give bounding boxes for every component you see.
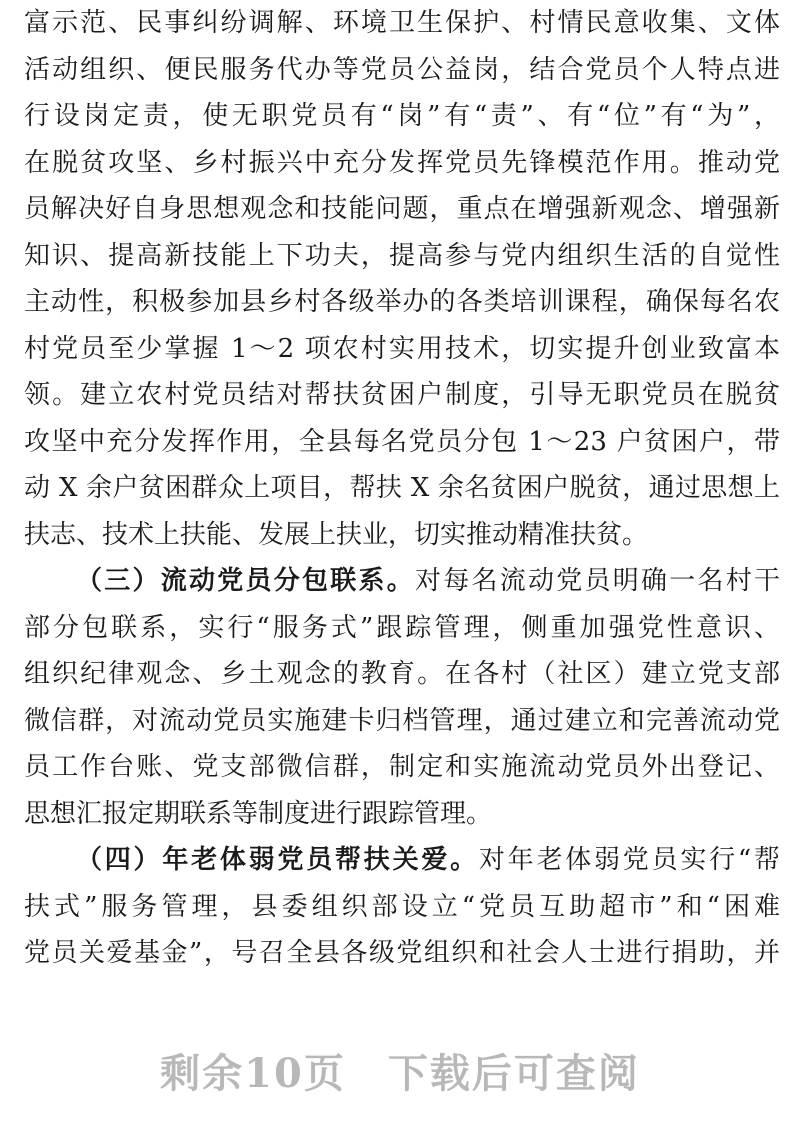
- text-line: 主动性，积极参加县乡村各级举办的各类培训课程，确保每名农: [24, 287, 780, 317]
- text-line: 村党员至少掌握 1～2 项农村实用技术，切实提升创业致富本: [24, 333, 780, 364]
- text-line: 党员关爱基金”，号召全县各级党组织和社会人士进行捐助，并: [24, 938, 780, 968]
- text-line: 在脱贫攻坚、乡村振兴中充分发挥党员先锋模范作用。推动党: [24, 147, 780, 178]
- text-line: 微信群，对流动党员实施建卡归档管理，通过建立和完善流动党: [24, 705, 780, 736]
- section-heading: （三）流动党员分包联系。: [76, 566, 415, 596]
- text-line: 组织纪律观念、乡土观念的教育。在各村（社区）建立党支部: [24, 659, 780, 689]
- text-line: 扶志、技术上扶能、发展上扶业，切实推动精准扶贫。: [24, 519, 649, 550]
- text-line: 攻坚中充分发挥作用，全县每名党员分包 1～23 户贫困户，带: [24, 426, 780, 457]
- text-line: 活动组织、便民服务代办等党员公益岗，结合党员个人特点进: [24, 54, 780, 85]
- text-line: 动 X 余户贫困群众上项目，帮扶 X 余名贫困户脱贫，通过思想上: [24, 473, 780, 503]
- text-line: 思想汇报定期联系等制度进行跟踪管理。: [24, 798, 493, 829]
- section-heading: （四）年老体弱党员帮扶关爱。: [76, 845, 479, 875]
- text-line: 员工作台账、党支部微信群，制定和实施流动党员外出登记、: [24, 752, 780, 782]
- text-line: 员解决好自身思想观念和技能问题，重点在增强新观念、增强新: [24, 194, 780, 224]
- text-line: 知识、提高新技能上下功夫，提高参与党内组织生活的自觉性: [24, 240, 780, 271]
- text-span: 对年老体弱党员实行“帮: [478, 845, 780, 875]
- section-heading-line: [24, 837, 780, 884]
- text-span: 对每名流动党员明确一名村干: [415, 566, 780, 596]
- document-body: [24, 0, 780, 977]
- section-heading-line: [24, 558, 780, 605]
- text-line: 部分包联系，实行“服务式”跟踪管理，侧重加强党性意识、: [24, 612, 780, 643]
- text-line: 扶式”服务管理，县委组织部设立“党员互助超市”和“困难: [24, 891, 780, 922]
- text-line: 行设岗定责，使无职党员有“岗”有“责”、有“位”有“为”，: [24, 101, 780, 131]
- text-line: 富示范、民事纠纷调解、环境卫生保护、村情民意收集、文体: [24, 8, 780, 38]
- text-line: 领。建立农村党员结对帮扶贫困户制度，引导无职党员在脱贫: [24, 380, 780, 410]
- remaining-pages-notice: 剩余10页 下载后可查阅: [160, 1050, 640, 1097]
